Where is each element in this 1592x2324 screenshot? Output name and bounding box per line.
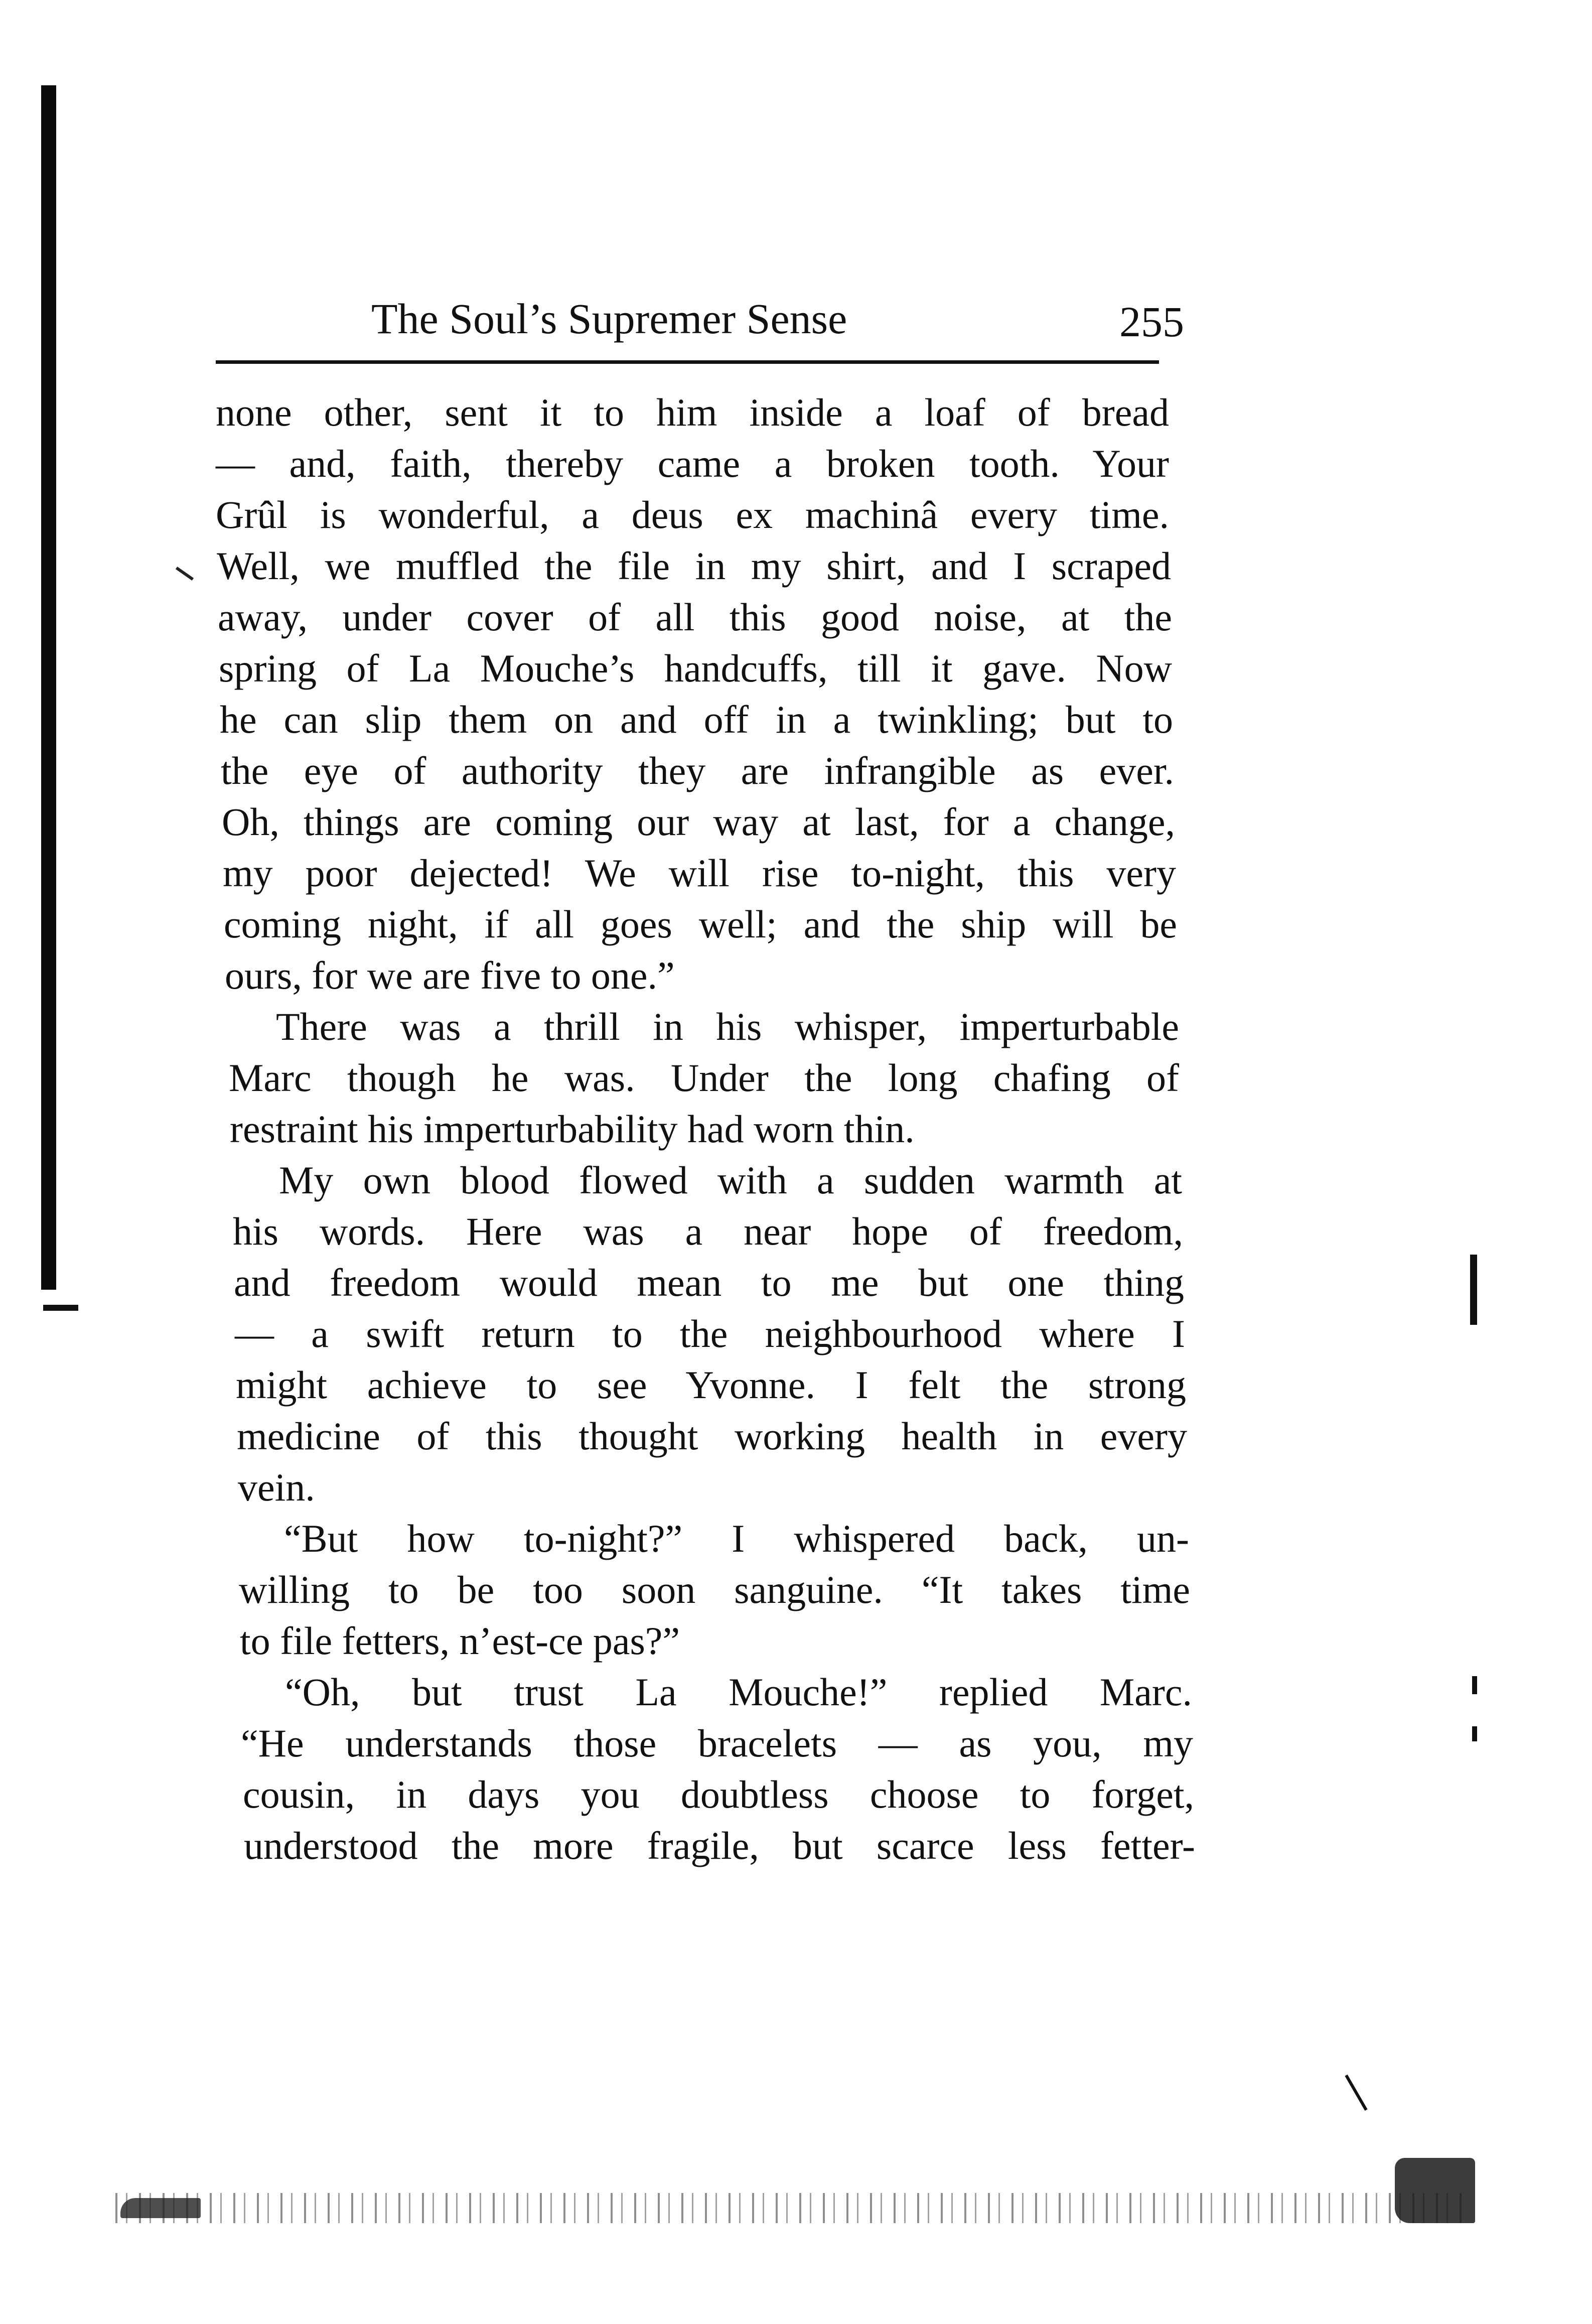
scan-blot	[120, 2198, 201, 2218]
page-number: 255	[1119, 298, 1184, 346]
edge-mark	[1470, 1255, 1477, 1325]
text-line: cousin, in days you doubtless choose to forget,	[243, 1772, 1194, 1816]
edge-mark	[1472, 1676, 1477, 1694]
text-line: ours, for we are five to one.”	[225, 953, 675, 997]
text-line: My own blood flowed with a sudden warmth at	[279, 1158, 1182, 1202]
text-line: willing to be too soon sanguine. “It takes time	[239, 1568, 1190, 1611]
text-line: “He understands those bracelets — as you, my	[241, 1721, 1193, 1765]
text-line: none other, sent it to him inside a loaf of bread	[216, 390, 1169, 434]
text-line: medicine of this thought working health in every	[237, 1414, 1187, 1458]
running-head	[216, 291, 1184, 346]
margin-mark	[176, 567, 194, 581]
text-line: might achieve to see Yvonne. I felt the strong	[236, 1363, 1186, 1407]
text-line: There was a thrill in his whisper, imperturbable	[276, 1005, 1179, 1048]
text-line: “Oh, but trust La Mouche!” replied Marc.	[285, 1670, 1192, 1714]
text-line: my poor dejected! We will rise to-night, this very	[223, 851, 1176, 895]
scan-noise	[115, 2193, 1470, 2223]
text-line: and freedom would mean to me but one thing	[234, 1261, 1184, 1304]
text-line: his words. Here was a near hope of freedom,	[233, 1209, 1183, 1253]
text-line: — a swift return to the neighbourhood where I	[235, 1312, 1185, 1355]
text-line: understood the more fragile, but scarce less fetter-	[244, 1824, 1195, 1867]
text-line: the eye of authority they are infrangible as ever.	[221, 749, 1174, 792]
scan-blot	[1395, 2158, 1475, 2223]
binding-shadow	[41, 85, 56, 1290]
text-line: coming night, if all goes well; and the ship will be	[224, 902, 1177, 946]
text-line: vein.	[238, 1465, 315, 1509]
text-line: spring of La Mouche’s handcuffs, till it gave. Now	[219, 646, 1172, 690]
edge-mark	[1472, 1726, 1477, 1741]
edge-mark	[1345, 2075, 1367, 2111]
text-line: Oh, things are coming our way at last, for a change,	[222, 800, 1175, 844]
text-line: he can slip them on and off in a twinkling; but to	[220, 698, 1173, 741]
text-line: away, under cover of all this good noise, at the	[218, 595, 1172, 639]
text-line: Grûl is wonderful, a deus ex machinâ every time.	[216, 493, 1169, 536]
text-line: restraint his imperturbability had worn thin.	[230, 1107, 915, 1151]
running-title: The Soul’s Supremer Sense	[371, 295, 847, 343]
binding-mark	[43, 1305, 78, 1311]
header-rule	[216, 360, 1159, 364]
text-line: Well, we muffled the file in my shirt, and I scraped	[217, 544, 1171, 588]
text-line: to file fetters, n’est-ce pas?”	[240, 1619, 680, 1663]
text-line: — and, faith, thereby came a broken tooth. Your	[216, 442, 1169, 485]
text-line: Marc though he was. Under the long chafing of	[229, 1056, 1179, 1100]
text-line: “But how to-night?” I whispered back, un-	[284, 1517, 1189, 1560]
